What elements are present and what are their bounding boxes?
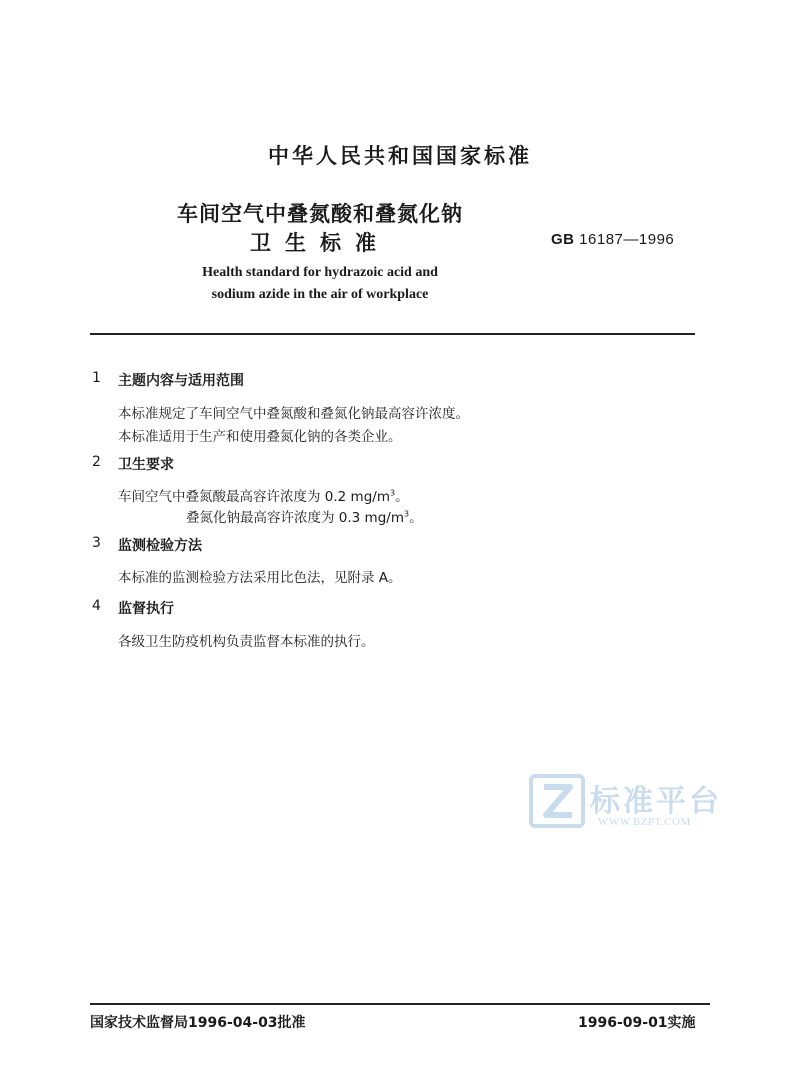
standard-prefix: GB — [551, 231, 575, 248]
section-2-paragraph-2 — [186, 506, 423, 526]
section-1-title: 主题内容与适用范围 — [118, 373, 244, 389]
english-title-line2: sodium azide in the air of workplace — [211, 287, 429, 302]
section-3-paragraph-1: 本标准的监测检验方法采用比色法，见附录 A。 — [118, 570, 402, 586]
section-1-number: 1 — [92, 370, 101, 386]
effective-date: 1996-09-01实施 — [578, 1015, 696, 1031]
header-divider — [90, 333, 695, 335]
section-3-number: 3 — [92, 535, 101, 551]
hydrazoic-acid-limit: 车间空气中叠氮酸最高容许浓度为 0.2 mg/m — [118, 489, 390, 505]
national-standard-heading: 中华人民共和国国家标准 — [268, 144, 532, 168]
document-title-line1: 车间空气中叠氮酸和叠氮化钠 — [177, 202, 463, 226]
section-4-title: 监督执行 — [118, 601, 174, 617]
section-1-paragraph-2: 本标准适用于生产和使用叠氮化钠的各类企业。 — [118, 429, 402, 445]
unit-superscript: 3 — [389, 488, 396, 498]
unit-superscript: 3 — [403, 509, 410, 519]
section-1-paragraph-1: 本标准规定了车间空气中叠氮酸和叠氮化钠最高容许浓度。 — [118, 406, 469, 422]
section-3-title: 监测检验方法 — [118, 538, 202, 554]
approval-date: 国家技术监督局1996-04-03批准 — [90, 1015, 306, 1031]
watermark-logo-icon — [528, 773, 586, 829]
section-2-number: 2 — [92, 454, 101, 470]
section-2-paragraph-1 — [118, 485, 409, 505]
end-mark: 。 — [395, 489, 409, 505]
watermark-text: 标准平台 — [590, 784, 722, 819]
section-4-paragraph-1: 各级卫生防疫机构负责监督本标准的执行。 — [118, 634, 375, 650]
section-2-title: 卫生要求 — [118, 457, 174, 473]
standard-code: 16187—1996 — [579, 231, 675, 248]
footer-divider — [90, 1003, 710, 1005]
watermark-url: WWW.BZPT.COM — [598, 816, 691, 828]
end-mark: 。 — [409, 510, 423, 526]
english-title-line1: Health standard for hydrazoic acid and — [202, 265, 438, 280]
sodium-azide-limit: 叠氮化钠最高容许浓度为 0.3 mg/m — [186, 510, 404, 526]
document-title-line2: 卫生标准 — [250, 231, 390, 255]
section-4-number: 4 — [92, 598, 101, 614]
standard-number — [551, 231, 674, 248]
